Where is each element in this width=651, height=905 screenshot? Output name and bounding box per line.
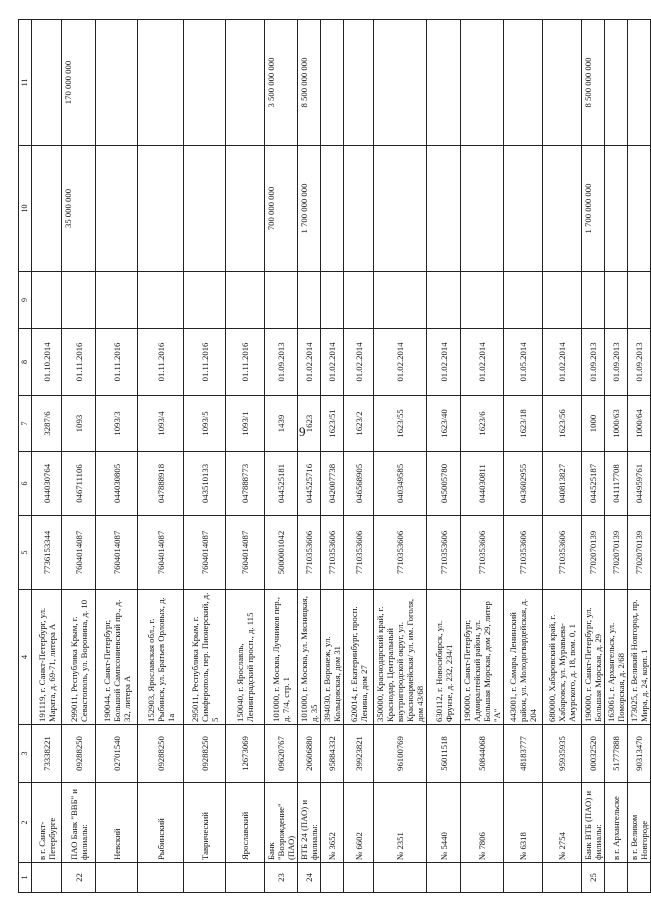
bik: 044030811	[461, 452, 504, 516]
row-number	[461, 863, 504, 893]
row-number	[504, 863, 543, 893]
inn: 7736153344	[32, 516, 62, 590]
col-11	[226, 20, 265, 146]
reg-number: 1093/3	[96, 396, 138, 452]
row-number: 23	[265, 863, 298, 893]
date: 01.10.2014	[32, 329, 62, 396]
col-9	[582, 272, 605, 329]
bank-name: Рыбинский	[138, 783, 184, 863]
col-10	[184, 146, 226, 272]
bik: 046711106	[62, 452, 96, 516]
rotated-table-container	[18, 20, 649, 893]
bank-name: № 2754	[543, 783, 582, 863]
address: 150040, г. Ярославль, Ленинградский просп., д. 115	[226, 590, 265, 725]
bank-name: Таврический	[184, 783, 226, 863]
table-row	[605, 20, 628, 893]
bik: 043510133	[184, 452, 226, 516]
okpo-code: 48183777	[504, 725, 543, 783]
bik: 044030805	[96, 452, 138, 516]
date: 01.09.2013	[628, 329, 651, 396]
bank-name: № 7806	[461, 783, 504, 863]
inn: 5000001042	[265, 516, 298, 590]
inn: 7702070139	[605, 516, 628, 590]
reg-number: 1623/55	[374, 396, 427, 452]
col-10	[605, 146, 628, 272]
row-number: 24	[298, 863, 321, 893]
date: 01.11.2016	[138, 329, 184, 396]
col-11	[543, 20, 582, 146]
row-number	[138, 863, 184, 893]
inn: 7710353606	[374, 516, 427, 590]
col-9	[138, 272, 184, 329]
table-row	[374, 20, 427, 893]
okpo-code: 51777888	[605, 725, 628, 783]
col-10	[344, 146, 374, 272]
col-9	[543, 272, 582, 329]
reg-number: 1000/63	[605, 396, 628, 452]
okpo-code: 96100769	[374, 725, 427, 783]
date: 01.05.2014	[504, 329, 543, 396]
table-row	[32, 20, 62, 893]
date: 01.11.2016	[226, 329, 265, 396]
row-number	[543, 863, 582, 893]
reg-number: 1093/5	[184, 396, 226, 452]
address: 299011, Республика Крым, г. Севастополь, ул. Воронина, д. 10	[62, 590, 96, 725]
inn: 7604014087	[226, 516, 265, 590]
address: 190000, г. Санкт-Петербург, ул. Большая Морская, д. 29	[582, 590, 605, 725]
col-header: 1	[19, 863, 32, 893]
col-11: 3 500 000 000	[265, 20, 298, 146]
okpo-code: 20606880	[298, 725, 321, 783]
col-11	[32, 20, 62, 146]
row-number	[321, 863, 344, 893]
bank-name: № 6602	[344, 783, 374, 863]
col-11: 8 500 000 000	[582, 20, 605, 146]
inn: 7604014087	[184, 516, 226, 590]
okpo-code: 09288250	[62, 725, 96, 783]
bank-name: Банк "Возрождение" (ПАО)	[265, 783, 298, 863]
address: 152903, Ярославская обл., г. Рыбинск, ул. Братьев Орловых, д. 1а	[138, 590, 184, 725]
bank-name: № 5440	[427, 783, 461, 863]
col-10	[374, 146, 427, 272]
col-11	[138, 20, 184, 146]
bank-table	[18, 19, 651, 893]
col-11	[374, 20, 427, 146]
bik: 044525187	[582, 452, 605, 516]
col-10	[138, 146, 184, 272]
okpo-code: 95935935	[543, 725, 582, 783]
reg-number: 1093/4	[138, 396, 184, 452]
table-row	[62, 20, 96, 893]
okpo-code: 12673069	[226, 725, 265, 783]
bank-name: в г. Великом Новгороде	[628, 783, 651, 863]
table-row	[298, 20, 321, 893]
col-header: 2	[19, 783, 32, 863]
inn: 7710353606	[461, 516, 504, 590]
okpo-code: 56011518	[427, 725, 461, 783]
col-9	[32, 272, 62, 329]
col-9	[298, 272, 321, 329]
bik: 044525716	[298, 452, 321, 516]
col-11	[628, 20, 651, 146]
date: 01.02.2014	[543, 329, 582, 396]
reg-number: 1000	[582, 396, 605, 452]
bank-name: в г. Санкт-Петербурге	[32, 783, 62, 863]
bik: 044959761	[628, 452, 651, 516]
date: 01.02.2014	[344, 329, 374, 396]
table-row	[628, 20, 651, 893]
reg-number: 1623/51	[321, 396, 344, 452]
reg-number: 1093/1	[226, 396, 265, 452]
bik: 044030764	[32, 452, 62, 516]
row-number	[427, 863, 461, 893]
table-row	[461, 20, 504, 893]
reg-number: 1000/64	[628, 396, 651, 452]
address: 350000, Краснодарский край, г. Краснодар, Центральный внутригородской округ, ул. Красноармейская/ ул. им. Гоголя, дом 43/68	[374, 590, 427, 725]
address: 190000, г. Санкт-Петербург, Адмиралтейский район, ул. Большая Морская, дом 29, литер "А"	[461, 590, 504, 725]
table-row	[582, 20, 605, 893]
address: 173025, г. Великий Новгород, пр. Мира, д. 24, корп. 1	[628, 590, 651, 725]
date: 01.11.2016	[62, 329, 96, 396]
col-header: 10	[19, 146, 32, 272]
reg-number: 1439	[265, 396, 298, 452]
bik: 043602955	[504, 452, 543, 516]
reg-number: 1623/18	[504, 396, 543, 452]
reg-number: 1623/40	[427, 396, 461, 452]
table-row	[265, 20, 298, 893]
okpo-code: 73338221	[32, 725, 62, 783]
bank-name: Невский	[96, 783, 138, 863]
date: 01.09.2013	[265, 329, 298, 396]
col-11	[427, 20, 461, 146]
bik: 044525181	[265, 452, 298, 516]
address: 680000, Хабаровский край, г. Хабаровск, ул. Муравьева-Амурского, д. 18, пом. 0, 1	[543, 590, 582, 725]
col-10	[461, 146, 504, 272]
inn: 7604014087	[138, 516, 184, 590]
col-9	[184, 272, 226, 329]
col-11: 8 500 000 000	[298, 20, 321, 146]
inn: 7710353606	[344, 516, 374, 590]
col-header: 6	[19, 452, 32, 516]
bank-name: ПАО Банк "ВВБ" и филиалы:	[62, 783, 96, 863]
bank-name: в г. Архангельске	[605, 783, 628, 863]
col-header: 5	[19, 516, 32, 590]
address: 101000, г. Москва, ул. Мясницкая, д. 35	[298, 590, 321, 725]
bik: 045005780	[427, 452, 461, 516]
inn: 7710353606	[427, 516, 461, 590]
table-row	[344, 20, 374, 893]
reg-number: 3287/6	[32, 396, 62, 452]
col-11: 170 000 000	[62, 20, 96, 146]
col-11	[504, 20, 543, 146]
col-9	[96, 272, 138, 329]
col-11	[605, 20, 628, 146]
address: 191119, г. Санкт-Петербург, ул. Марата, д. 69-71, литера А	[32, 590, 62, 725]
page-number: 9	[299, 424, 306, 439]
row-number: 25	[582, 863, 605, 893]
bik: 040813827	[543, 452, 582, 516]
date: 01.11.2016	[184, 329, 226, 396]
col-9	[461, 272, 504, 329]
inn: 7702070139	[628, 516, 651, 590]
table-row	[321, 20, 344, 893]
bank-name: № 2351	[374, 783, 427, 863]
bik: 047888918	[138, 452, 184, 516]
okpo-code: 95884332	[321, 725, 344, 783]
col-header: 4	[19, 590, 32, 725]
col-10	[628, 146, 651, 272]
col-10: 35 000 000	[62, 146, 96, 272]
inn: 7604014087	[62, 516, 96, 590]
table-row	[427, 20, 461, 893]
address: 394030, г. Воронеж, ул. Кольцовская, дом 31	[321, 590, 344, 725]
col-11	[344, 20, 374, 146]
date: 01.02.2014	[461, 329, 504, 396]
bik: 046568905	[344, 452, 374, 516]
okpo-code: 50844068	[461, 725, 504, 783]
inn: 7710353606	[504, 516, 543, 590]
table-row	[504, 20, 543, 893]
row-number	[32, 863, 62, 893]
col-9	[321, 272, 344, 329]
inn: 7702070139	[582, 516, 605, 590]
row-number	[374, 863, 427, 893]
col-header: 7	[19, 396, 32, 452]
table-row	[226, 20, 265, 893]
bik: 042007738	[321, 452, 344, 516]
address: 630112, г. Новосибирск, ул. Фрунзе, д. 232, 234/1	[427, 590, 461, 725]
okpo-code: 00032520	[582, 725, 605, 783]
row-number	[184, 863, 226, 893]
col-10: 1 700 000 000	[298, 146, 321, 272]
okpo-code: 09288250	[184, 725, 226, 783]
bik: 040349585	[374, 452, 427, 516]
col-9	[344, 272, 374, 329]
bik: 041117708	[605, 452, 628, 516]
row-number	[226, 863, 265, 893]
header-row	[19, 20, 32, 893]
bank-name: № 3652	[321, 783, 344, 863]
col-10	[321, 146, 344, 272]
reg-number: 1623/2	[344, 396, 374, 452]
okpo-code: 02701540	[96, 725, 138, 783]
col-10	[543, 146, 582, 272]
date: 01.02.2014	[427, 329, 461, 396]
col-header: 11	[19, 20, 32, 146]
address: 190044, г. Санкт-Петербург, Большой Сампсониевский пр., д. 32, литера А	[96, 590, 138, 725]
date: 01.02.2014	[321, 329, 344, 396]
col-10	[32, 146, 62, 272]
bank-name: Ярославский	[226, 783, 265, 863]
address: 295011, Республика Крым, г. Симферополь, пер. Пионерский, д. 5	[184, 590, 226, 725]
okpo-code: 39923821	[344, 725, 374, 783]
col-header: 3	[19, 725, 32, 783]
col-9	[427, 272, 461, 329]
date: 01.02.2014	[298, 329, 321, 396]
date: 01.09.2013	[605, 329, 628, 396]
okpo-code: 09288250	[138, 725, 184, 783]
okpo-code: 09620767	[265, 725, 298, 783]
inn: 7710353606	[298, 516, 321, 590]
inn: 7710353606	[543, 516, 582, 590]
row-number	[344, 863, 374, 893]
reg-number: 1623	[298, 396, 321, 452]
row-number	[96, 863, 138, 893]
inn: 7604014087	[96, 516, 138, 590]
address: 620014, г. Екатеринбург, просп. Ленина, дом 27	[344, 590, 374, 725]
okpo-code: 90313470	[628, 725, 651, 783]
reg-number: 1093	[62, 396, 96, 452]
table-row	[543, 20, 582, 893]
reg-number: 1623/56	[543, 396, 582, 452]
col-11	[461, 20, 504, 146]
bank-name: ВТБ 24 (ПАО) и филиалы:	[298, 783, 321, 863]
col-10: 1 700 000 000	[582, 146, 605, 272]
bank-name: № 6318	[504, 783, 543, 863]
col-11	[321, 20, 344, 146]
address: 101000, г. Москва, Лучников пер., д. 7/4, стр. 1	[265, 590, 298, 725]
col-9	[605, 272, 628, 329]
reg-number: 1623/6	[461, 396, 504, 452]
inn: 7710353606	[321, 516, 344, 590]
col-10: 700 000 000	[265, 146, 298, 272]
col-header: 8	[19, 329, 32, 396]
row-number	[605, 863, 628, 893]
date: 01.11.2016	[96, 329, 138, 396]
table-row	[184, 20, 226, 893]
col-9	[226, 272, 265, 329]
date: 01.09.2013	[582, 329, 605, 396]
bank-name: Банк ВТБ (ПАО) и филиалы:	[582, 783, 605, 863]
bik: 047888773	[226, 452, 265, 516]
col-9	[62, 272, 96, 329]
table-row	[138, 20, 184, 893]
address: 443001, г. Самара, Ленинский район, ул. Молодогвардейская, д. 204	[504, 590, 543, 725]
col-9	[628, 272, 651, 329]
col-header: 9	[19, 272, 32, 329]
col-9	[374, 272, 427, 329]
col-9	[504, 272, 543, 329]
row-number	[628, 863, 651, 893]
table-row	[96, 20, 138, 893]
date: 01.02.2014	[374, 329, 427, 396]
col-10	[226, 146, 265, 272]
col-10	[96, 146, 138, 272]
col-9	[265, 272, 298, 329]
col-11	[184, 20, 226, 146]
col-11	[96, 20, 138, 146]
row-number: 22	[62, 863, 96, 893]
col-10	[504, 146, 543, 272]
col-10	[427, 146, 461, 272]
address: 163061, г. Архангельск, ул. Поморская, д. 2/68	[605, 590, 628, 725]
